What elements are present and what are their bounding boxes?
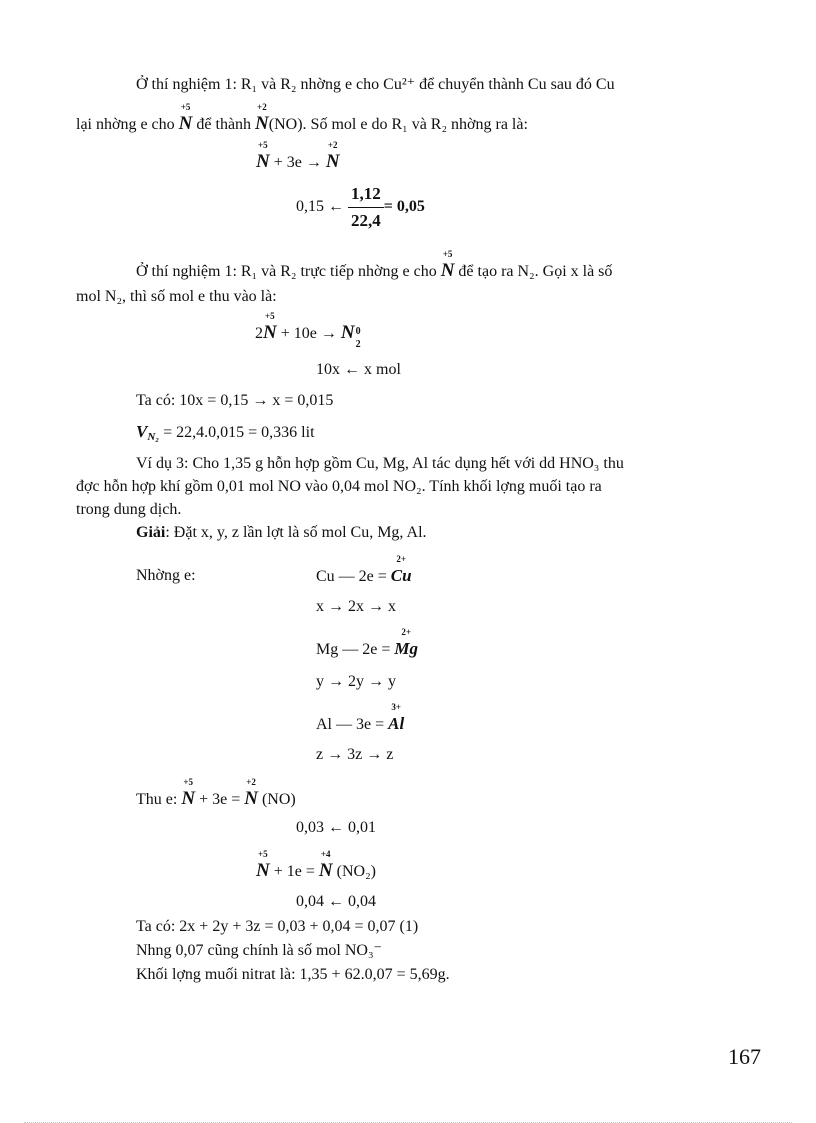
nitrogen-symbol [256, 849, 270, 881]
text-line: đợc hỗn hợp khí gồm 0,01 mol NO vào 0,04 mol NO₂. Tính khối lợng muối tạo ra [76, 478, 602, 495]
element-symbol: N [256, 151, 270, 172]
equation: 0,03 ← 0,01 [296, 819, 376, 836]
fraction [348, 183, 384, 232]
element-symbol: N [255, 113, 269, 134]
equation: x → 2x → x [316, 598, 396, 615]
text-line: trong dung dịch. [76, 501, 182, 518]
section-label: Thu e: [136, 791, 182, 808]
equation [256, 140, 340, 172]
equation-text: + 3e → [269, 154, 326, 171]
element-symbol: N [181, 788, 196, 809]
equation-text: + 1e = [269, 863, 319, 880]
text-line: Ta có: 2x + 2y + 3z = 0,03 + 0,04 = 0,07 (1) [136, 918, 419, 935]
equation-text: + 3e = [195, 791, 245, 808]
text-fragment: (NO). Số mol e do R₁ và R₂ nhờng ra là: [268, 116, 528, 133]
text-line [136, 524, 427, 542]
nitrogen-symbol [255, 102, 269, 134]
equation-text: (NO) [257, 791, 296, 808]
equation: 10x ← x mol [316, 361, 401, 378]
oxidation-state: 2+ [401, 627, 411, 637]
equation-text: + 10e → [276, 325, 341, 342]
equation: z → 3z → z [316, 746, 394, 763]
element-symbol: N [340, 322, 355, 343]
volume-symbol: V [136, 422, 148, 441]
text-line: mol N₂, thì số mol e thu vào là: [76, 288, 277, 305]
nitrogen-symbol [256, 140, 270, 172]
text-fragment: lại nhờng e cho [76, 116, 179, 133]
magnesium-ion [394, 627, 418, 659]
element-symbol: N [256, 860, 270, 881]
equation-text: (NO₂) [332, 863, 376, 880]
text-fragment: Ở thí nghiệm 1: R₁ và R₂ trực tiếp nhờng e cho [136, 263, 441, 280]
nitrogen-symbol [263, 311, 277, 343]
oxidation-state: +5 [265, 311, 275, 321]
element-symbol: Cu [390, 566, 412, 585]
copper-ion [390, 554, 412, 586]
subscript: 2 [355, 339, 361, 350]
nitrogen-symbol [325, 140, 340, 172]
text-line [136, 249, 613, 281]
equation-text: Mg — 2e = [316, 641, 395, 658]
page-number: 167 [728, 1044, 761, 1069]
element-symbol: Mg [394, 639, 418, 658]
equation [256, 849, 376, 881]
oxidation-state: +2 [257, 102, 267, 112]
element-symbol: N [263, 322, 277, 343]
aluminium-ion [388, 702, 405, 734]
equation-text: = 22,4.0,015 = 0,336 lit [159, 424, 315, 441]
element-symbol: N [440, 260, 455, 281]
text-fragment: để thành [192, 116, 256, 133]
element-symbol: N [325, 151, 340, 172]
equation [136, 423, 315, 446]
text-line [76, 102, 528, 134]
equation [136, 777, 296, 809]
equation [296, 183, 425, 232]
equation: y → 2y → y [316, 673, 396, 690]
equation [316, 702, 405, 734]
fraction-denominator: 22,4 [351, 211, 381, 230]
equation [255, 311, 364, 350]
text-fragment: : Đặt x, y, z lần lợt là số mol Cu, Mg, Al. [165, 524, 427, 541]
solution-label: Giải [136, 524, 166, 541]
oxidation-state: +2 [246, 777, 256, 787]
oxidation-state: +4 [320, 849, 331, 859]
section-label: Nhờng e: [136, 567, 196, 584]
oxidation-state: +5 [442, 249, 453, 259]
equation-result: = 0,05 [383, 198, 425, 216]
equation [316, 627, 418, 659]
oxidation-state: 2+ [396, 554, 407, 564]
n2-indices [355, 326, 364, 350]
text-line: Ở thí nghiệm 1: R₁ và R₂ nhờng e cho Cu²⁺ để chuyển thành Cu sau đó Cu [136, 76, 615, 93]
equation-text: Cu — 2e = [316, 568, 391, 585]
oxidation-state: 0 [355, 326, 361, 337]
oxidation-state: 3+ [391, 702, 401, 712]
equation-text: Al — 3e = [316, 716, 389, 733]
oxidation-state: +5 [180, 102, 191, 112]
nitrogen-symbol [440, 249, 455, 281]
oxidation-state: +5 [258, 849, 268, 859]
equation: 0,04 ← 0,04 [296, 893, 376, 910]
subscript: N₂ [147, 431, 160, 443]
text-fragment: để tạo ra N₂. Gọi x là số [454, 263, 613, 280]
equation [316, 554, 412, 586]
element-symbol: N [318, 860, 333, 881]
text-line: Nhng 0,07 cũng chính là số mol NO₃⁻ [136, 942, 382, 959]
element-symbol: N [178, 113, 193, 134]
nitrogen-symbol [244, 777, 258, 809]
nitrogen-symbol [181, 777, 196, 809]
text-line: Ví dụ 3: Cho 1,35 g hỗn hợp gồm Cu, Mg, Al tác dụng hết với dd HNO₃ thu [136, 455, 624, 472]
equation: Ta có: 10x = 0,15 → x = 0,015 [136, 392, 334, 409]
element-symbol: Al [388, 714, 405, 733]
nitrogen-symbol [318, 849, 333, 881]
equation-text: 0,15 ← [296, 198, 348, 216]
coefficient: 2 [255, 325, 263, 342]
element-symbol: N [244, 788, 258, 809]
nitrogen-symbol [178, 102, 193, 134]
fraction-numerator: 1,12 [348, 183, 384, 208]
oxidation-state: +5 [183, 777, 194, 787]
text-line: Khối lợng muối nitrat là: 1,35 + 62.0,07 = 5,69g. [136, 966, 450, 983]
oxidation-state: +5 [258, 140, 268, 150]
oxidation-state: +2 [327, 140, 338, 150]
